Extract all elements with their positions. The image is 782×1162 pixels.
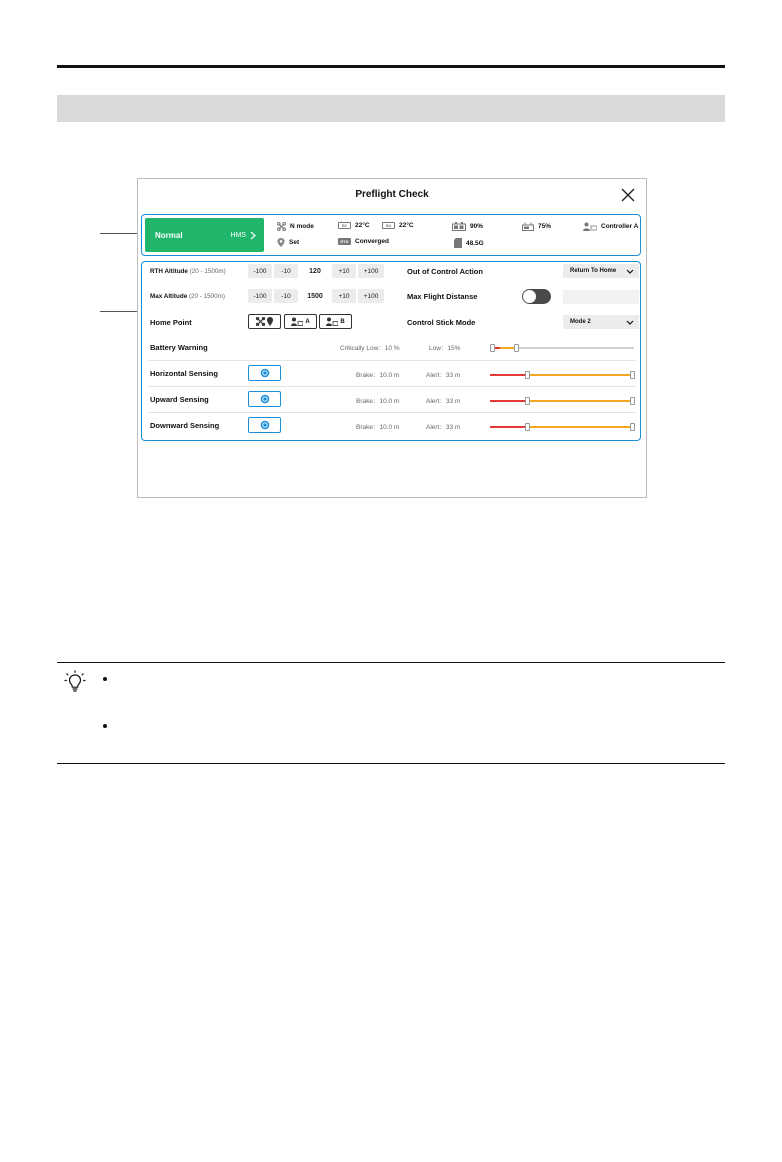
section-header-band (57, 95, 725, 122)
remaining-segment (518, 347, 634, 349)
row-separator (148, 386, 636, 387)
tip-bullet-2 (103, 724, 107, 728)
drone-location-icon (256, 317, 274, 326)
control-stick-mode-label: Control Stick Mode (407, 318, 476, 327)
close-icon[interactable] (620, 187, 636, 203)
upward-sensing-slider[interactable] (490, 397, 636, 405)
brake-handle[interactable] (525, 397, 530, 405)
alert-handle[interactable] (630, 397, 635, 405)
aircraft-battery-icon (452, 222, 466, 231)
aircraft-status-button[interactable] (145, 218, 264, 252)
low-battery-value: Low：15% (429, 345, 461, 352)
battery-warning-label: Battery Warning (150, 343, 208, 352)
battery-2-icon: B2 (382, 222, 395, 229)
flight-mode-status: N mode (277, 222, 314, 231)
rth-plus-100-button[interactable]: +100 (358, 264, 384, 278)
home-point-status: Set (277, 238, 299, 247)
battery-1-icon: B1 (338, 222, 351, 229)
top-rule (57, 65, 725, 68)
upward-brake-value: Brake：10.0 m (356, 398, 400, 405)
rtk-status: RTK Converged (338, 238, 389, 245)
controller-user-icon (291, 317, 303, 326)
downward-sensing-slider[interactable] (490, 423, 636, 431)
downward-sensing-toggle[interactable] (248, 417, 281, 433)
brake-segment (490, 400, 526, 402)
controller-user-icon (583, 222, 597, 231)
status-panel (141, 214, 641, 256)
max-alt-minus-100-button[interactable]: -100 (248, 289, 272, 303)
home-point-controller-b-button[interactable]: B (319, 314, 352, 329)
alert-handle[interactable] (630, 371, 635, 379)
battery-warning-slider[interactable] (490, 344, 636, 352)
battery-level-status: 90% (452, 222, 483, 231)
upward-alert-value: Alert：33 m (426, 398, 461, 405)
rtk-icon: RTK (338, 238, 351, 245)
brake-segment (490, 374, 526, 376)
control-stick-mode-select[interactable]: Mode 2 (563, 315, 639, 329)
brake-segment (490, 426, 526, 428)
critical-handle[interactable] (490, 344, 495, 352)
controller-user-icon (326, 317, 338, 326)
brake-handle[interactable] (525, 371, 530, 379)
out-of-control-action-label: Out of Control Action (407, 267, 483, 276)
callout-line-2 (100, 311, 140, 312)
rth-minus-100-button[interactable]: -100 (248, 264, 272, 278)
remote-controller-battery-icon (522, 222, 534, 231)
chevron-right-icon (250, 231, 256, 240)
low-handle[interactable] (514, 344, 519, 352)
alert-handle[interactable] (630, 423, 635, 431)
drone-icon (277, 222, 286, 231)
controller-status: Controller A (583, 222, 638, 231)
hms-link: HMS (230, 231, 256, 240)
max-flight-distance-label: Max Flight Distanse (407, 292, 478, 301)
max-altitude-label: Max Altitude (20 - 1500m) (150, 293, 226, 300)
max-flight-distance-toggle[interactable] (522, 289, 551, 304)
alert-segment (528, 374, 630, 376)
callout-line-1 (100, 233, 140, 234)
rc-battery-status: 75% (522, 222, 551, 231)
max-alt-plus-100-button[interactable]: +100 (358, 289, 384, 303)
rth-minus-10-button[interactable]: -10 (274, 264, 298, 278)
downward-alert-value: Alert：33 m (426, 424, 461, 431)
row-separator (148, 412, 636, 413)
rth-altitude-label: RTH Altitude (20 - 1500m) (150, 268, 226, 275)
chevron-down-icon (626, 269, 634, 274)
alert-segment (528, 426, 630, 428)
home-point-label: Home Point (150, 318, 192, 327)
downward-brake-value: Brake：10.0 m (356, 424, 400, 431)
brake-handle[interactable] (525, 423, 530, 431)
horizontal-brake-value: Brake：10.0 m (356, 372, 400, 379)
obstacle-sensing-icon (260, 368, 270, 378)
sd-card-icon (454, 238, 462, 248)
status-label: Normal (155, 230, 183, 240)
location-pin-icon (277, 238, 285, 247)
obstacle-sensing-icon (260, 394, 270, 404)
chevron-down-icon (626, 320, 634, 325)
upward-sensing-toggle[interactable] (248, 391, 281, 407)
toggle-knob (523, 290, 536, 303)
screen-title: Preflight Check (355, 189, 429, 200)
max-alt-minus-10-button[interactable]: -10 (274, 289, 298, 303)
obstacle-sensing-icon (260, 420, 270, 430)
upward-sensing-label: Upward Sensing (150, 395, 209, 404)
alert-segment (528, 400, 630, 402)
horizontal-sensing-toggle[interactable] (248, 365, 281, 381)
out-of-control-action-select[interactable]: Return To Home (563, 264, 639, 278)
horizontal-alert-value: Alert：33 m (426, 372, 461, 379)
horizontal-sensing-slider[interactable] (490, 371, 636, 379)
storage-status: 48.5G (454, 238, 484, 248)
max-flight-distance-input (563, 290, 639, 304)
home-point-controller-a-button[interactable]: A (284, 314, 317, 329)
settings-panel (141, 261, 641, 441)
battery1-temp-status: B1 22°C (338, 222, 370, 229)
tip-top-rule (57, 662, 725, 663)
preflight-check-screen (137, 178, 647, 498)
horizontal-sensing-label: Horizontal Sensing (150, 369, 218, 378)
downward-sensing-label: Downward Sensing (150, 421, 220, 430)
battery2-temp-status: B2 22°C (382, 222, 414, 229)
lightbulb-tip-icon (64, 670, 86, 694)
rth-plus-10-button[interactable]: +10 (332, 264, 356, 278)
rth-altitude-input[interactable]: 120 (300, 264, 330, 278)
max-altitude-input[interactable]: 1500 (300, 289, 330, 303)
home-point-aircraft-button[interactable] (248, 314, 281, 329)
tip-bullet-1 (103, 677, 107, 681)
critically-low-value: Critically Low：10 % (340, 345, 400, 352)
row-separator (148, 360, 636, 361)
max-alt-plus-10-button[interactable]: +10 (332, 289, 356, 303)
tip-bottom-rule (57, 763, 725, 764)
